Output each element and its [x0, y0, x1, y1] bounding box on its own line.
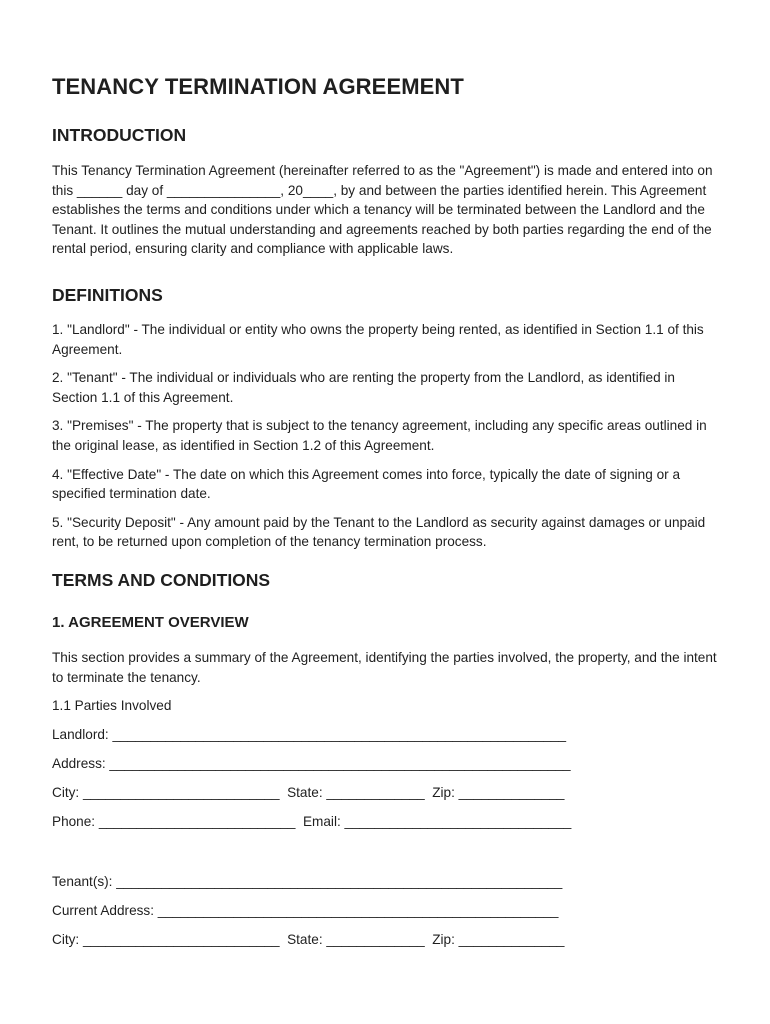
- definition-item: 3. "Premises" - The property that is subject to the tenancy agreement, including any specific areas outlined in the original lease, as identified in Section 1.2 of this Agreement.: [52, 418, 707, 453]
- agreement-overview-heading: 1. AGREEMENT OVERVIEW: [52, 613, 249, 631]
- introduction-heading: INTRODUCTION: [52, 125, 187, 145]
- landlord-fields: [52, 725, 718, 832]
- tenant-city-state-zip-field[interactable]: City: __________________________ State: _____________ Zip: ______________: [52, 931, 565, 947]
- tenant-field[interactable]: Tenant(s): ___________________________________________________________: [52, 873, 563, 889]
- agreement-overview-paragraph: This section provides a summary of the Agreement, identifying the parties involved, the property, and the intent to terminate the tenancy.: [52, 649, 717, 685]
- landlord-city-state-zip-field[interactable]: City: __________________________ State: _____________ Zip: ______________: [52, 785, 565, 801]
- definitions-heading: DEFINITIONS: [52, 284, 163, 305]
- terms-heading: TERMS AND CONDITIONS: [52, 569, 271, 590]
- definition-item: 2. "Tenant" - The individual or individuals who are renting the property from the Landlord, as identified in Section 1.1 of this Agreement.: [52, 370, 675, 405]
- definition-item: 4. "Effective Date" - The date on which this Agreement comes into force, typically the date of signing or a specified termination date.: [52, 466, 681, 502]
- terms-section: [52, 568, 718, 949]
- introduction-paragraph: This Tenancy Termination Agreement (hereinafter referred to as the "Agreement") is made and entered into on this ______ day of _______________, 20____, by and between the parties identified herein. This Agreement establishes the terms and conditions under which a tenancy will be terminated between the Landlord and the Tenant. It outlines the mutual understanding and agreements reached by both parties regarding the end of the rental period, ensuring clarity and compliance with applicable laws.: [52, 163, 713, 257]
- tenant-fields: [52, 872, 718, 950]
- definitions-section: [52, 283, 718, 552]
- definition-item: 5. "Security Deposit" - Any amount paid by the Tenant to the Landlord as security against damages or unpaid rent, to be returned upon completion of the tenancy termination process.: [52, 514, 706, 550]
- landlord-phone-email-field[interactable]: Phone: __________________________ Email: ______________________________: [52, 814, 572, 830]
- tenant-current-address-field[interactable]: Current Address: _____________________________________________________: [52, 902, 559, 918]
- landlord-address-field[interactable]: Address: _____________________________________________________________: [52, 756, 571, 772]
- definition-item: 1. "Landlord" - The individual or entity who owns the property being rented, as identified in Section 1.1 of this Agreement.: [52, 321, 704, 357]
- landlord-field[interactable]: Landlord: ____________________________________________________________: [52, 727, 567, 743]
- definitions-list: [52, 320, 718, 552]
- parties-involved-label: 1.1 Parties Involved: [52, 698, 172, 714]
- document-title: TENANCY TERMINATION AGREEMENT: [52, 74, 464, 99]
- introduction-section: [52, 123, 718, 259]
